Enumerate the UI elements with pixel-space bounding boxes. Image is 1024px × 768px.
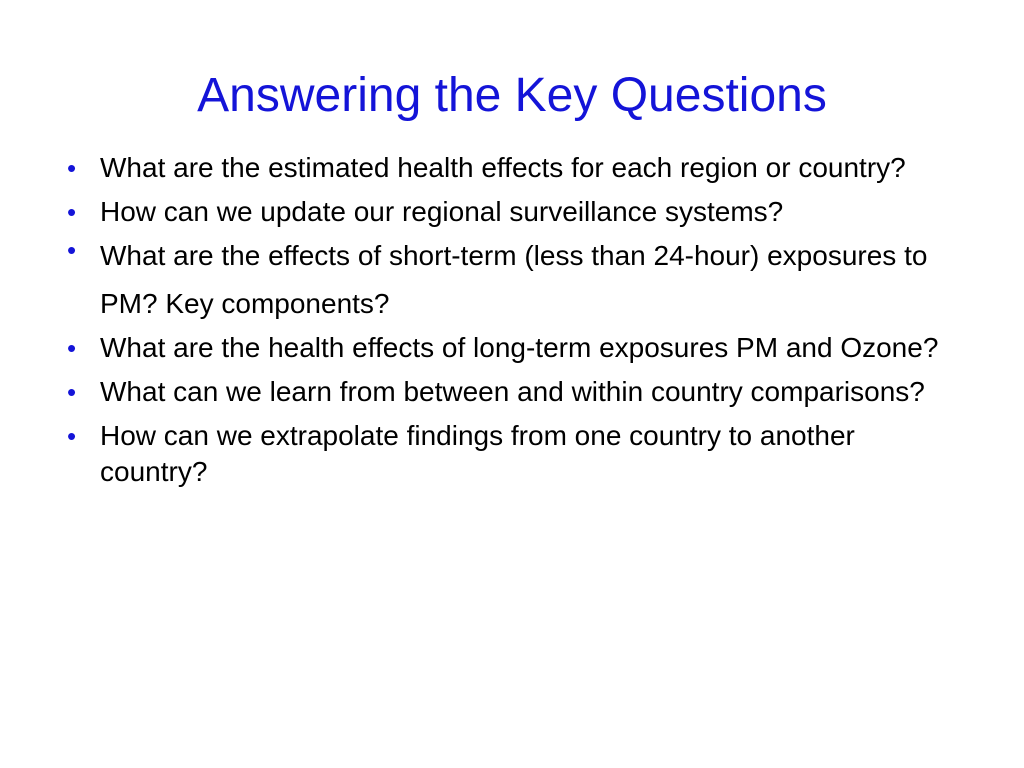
bullet-icon: • (67, 153, 77, 183)
bullet-icon: • (67, 421, 77, 451)
bullet-item (0, 374, 1024, 410)
bullet-list (0, 150, 1024, 490)
bullet-text: What are the effects of short-term (less than 24-hour) exposures to PM? Key components? (100, 240, 928, 319)
bullet-item (0, 232, 1024, 328)
bullet-item (0, 150, 1024, 186)
bullet-icon: • (67, 377, 77, 407)
bullet-icon: • (67, 197, 77, 227)
bullet-text: How can we extrapolate findings from one country to another country? (100, 420, 855, 487)
bullet-item (0, 194, 1024, 230)
bullet-text: How can we update our regional surveillance systems? (100, 196, 784, 227)
bullet-item (0, 418, 1024, 490)
slide-title: Answering the Key Questions (197, 69, 827, 122)
bullet-icon: • (67, 333, 77, 363)
bullet-text: What can we learn from between and within country comparisons? (100, 376, 925, 407)
bullet-text: What are the estimated health effects for each region or country? (100, 152, 906, 183)
bullet-item (0, 330, 1024, 366)
bullet-icon: • (67, 235, 77, 265)
bullet-text: What are the health effects of long-term exposures PM and Ozone? (100, 332, 939, 363)
